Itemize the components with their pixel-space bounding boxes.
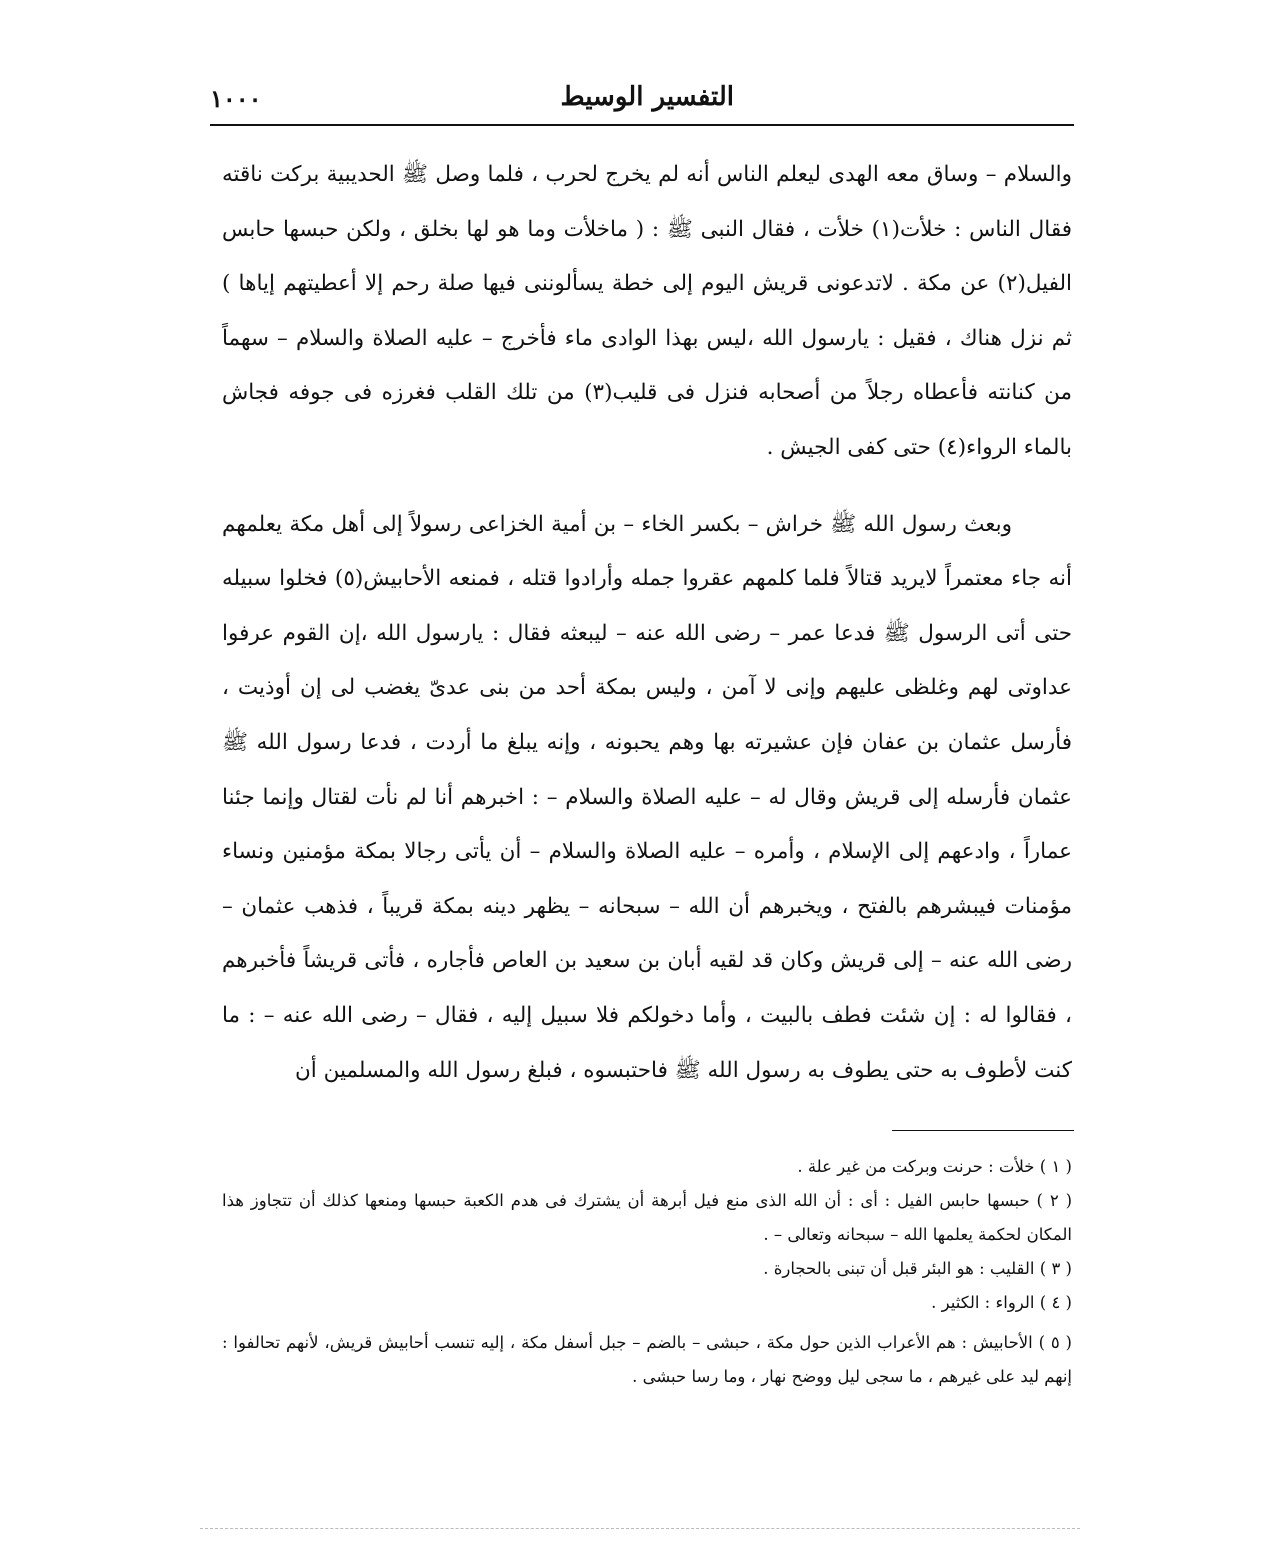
page-number: ١٠٠٠ [210,84,262,113]
header-divider [210,124,1074,126]
footnotes [222,1150,1072,1394]
main-text [222,148,1072,1098]
footnote-item: ( ٤ ) الرواء : الكثير . [931,1293,1072,1312]
running-title: التفسير الوسيط [560,82,734,112]
scan-edge-line [200,1528,1080,1529]
footnote-item: ( ٥ ) الأحابيش : هم الأعراب الذين حول مكة ، حبشى – بالضم – جبل أسفل مكة ، إليه تنسب أحابيش قريش، لأنهم تحالفوا : إنهم ليد على غيرهم ، ما سجى ليل ووضح نهار ، وما رسا حبشى . [222,1333,1072,1386]
footnote-item: ( ١ ) خلأت : حرنت وبركت من غير علة . [797,1157,1072,1176]
footnote-item: ( ٢ ) حبسها حابس الفيل : أى : أن الله الذى منع فيل أبرهة أن يشترك فى هدم الكعبة حبسها ومنعها كذلك أن تتجاوز هذا المكان لحكمة يعلمها الله – سبحانه وتعالى – . [222,1191,1073,1244]
page-header [210,82,1074,122]
footnote-item: ( ٣ ) القليب : هو البئر قبل أن تبنى بالحجارة . [763,1259,1072,1278]
paragraph: والسلام – وساق معه الهدى ليعلم الناس أنه لم يخرج لحرب ، فلما وصل ﷺ الحديبية بركت ناقته فقال الناس : خلأت(١) خلأت ، فقال النبى ﷺ : ( ماخلأت وما هو لها بخلق ، ولكن حبسها حابس الفيل(٢) عن مكة . لاتدعونى قريش اليوم إلى خطة يسألوننى فيها صلة رحم إلا أعطيتهم إياها ) ثم نزل هناك ، فقيل : يارسول الله ،ليس بهذا الوادى ماء فأخرج – عليه الصلاة والسلام – سهماً من كنانته فأعطاه رجلاً من أصحابه فنزل فى قليب(٣) من تلك القلب فغرزه فى جوفه فجاش بالماء الرواء(٤) حتى كفى الجيش . [222,162,1072,460]
footnote-divider [892,1130,1074,1131]
paragraph: وبعث رسول الله ﷺ خراش – بكسر الخاء – بن أمية الخزاعى رسولاً إلى أهل مكة يعلمهم أنه جاء معتمراً لايريد قتالاً فلما كلمهم عقروا جمله وأرادوا قتله ، فمنعه الأحابيش(٥) فخلوا سبيله حتى أتى الرسول ﷺ فدعا عمر – رضى الله عنه – ليبعثه فقال : يارسول الله ،إن القوم عرفوا عداوتى لهم وغلظى عليهم وإنى لا آمن ، وليس بمكة أحد من بنى عدىّ يغضب لى إن أوذيت ، فأرسل عثمان بن عفان فإن عشيرته بها وهم يحبونه ، وإنه يبلغ ما أردت ، فدعا رسول الله ﷺ عثمان فأرسله إلى قريش وقال له – عليه الصلاة والسلام – : اخبرهم أنا لم نأت لقتال وإنما جئنا عماراً ، وادعهم إلى الإسلام ، وأمره – عليه الصلاة والسلام – أن يأتى رجالا بمكة مؤمنين ونساء مؤمنات فيبشرهم بالفتح ، ويخبرهم أن الله – سبحانه – يظهر دينه بمكة قريباً ، فذهب عثمان – رضى الله عنه – إلى قريش وكان قد لقيه أبان بن سعيد بن العاص فأجاره ، فأتى قريشاً فأخبرهم ، فقالوا له : إن شئت فطف بالبيت ، وأما دخولكم فلا سبيل إليه ، فقال – رضى الله عنه – : ما كنت لأطوف به حتى يطوف به رسول الله ﷺ فاحتبسوه ، فبلغ رسول الله والمسلمين أن [222,511,1073,1083]
